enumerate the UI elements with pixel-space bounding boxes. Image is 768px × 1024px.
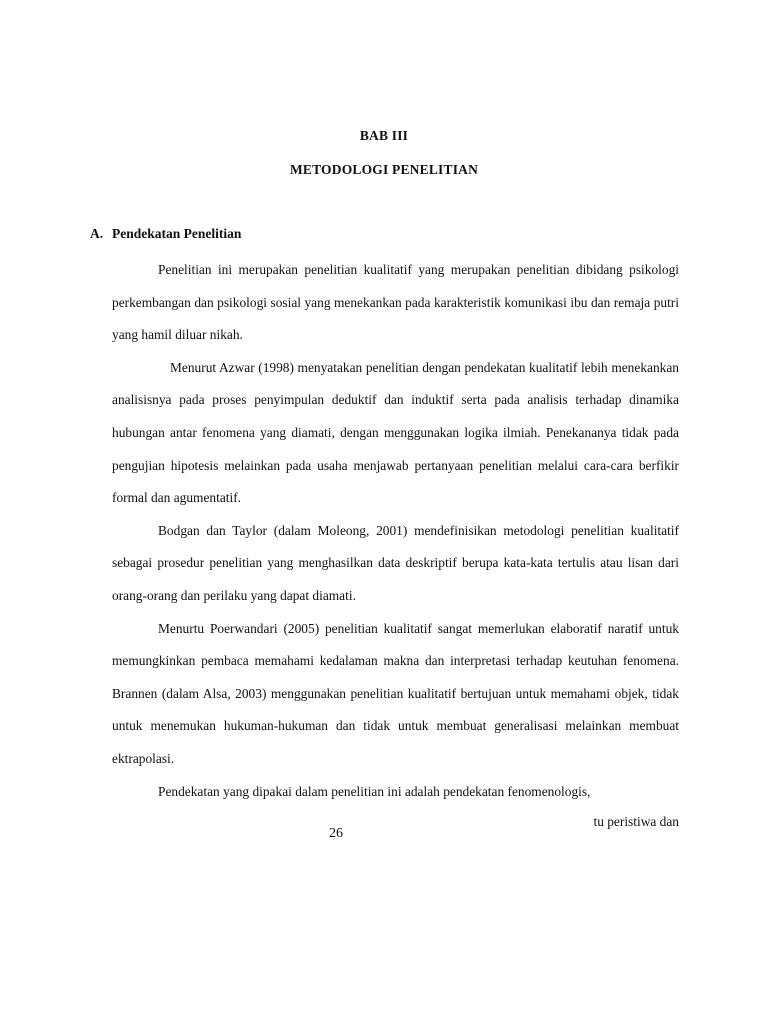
paragraph: Penelitian ini merupakan penelitian kualitatif yang merupakan penelitian dibidang psikologi perkembangan dan psikologi sosial yang menekankan pada karakteristik komunikasi ibu dan remaja putri yang hamil diluar nikah. (112, 262, 679, 343)
body-text (112, 254, 679, 808)
section-title: Pendekatan Penelitian (112, 226, 242, 241)
chapter-title: METODOLOGI PENELITIAN (289, 162, 479, 177)
paragraph: Menurut Azwar (1998) menyatakan penelitian dengan pendekatan kualitatif lebih menekankan analisisnya pada proses penyimpulan deduktif dan induktif serta pada analisis terhadap dinamika hubungan antar fenomena yang diamati, dengan menggunakan logika ilmiah. Penekananya tidak pada pengujian hipotesis melainkan pada usaha menjawab pertanyaan penelitian melalui cara-cara berfikir formal dan agumentatif. (112, 359, 679, 506)
paragraph: Menurtu Poerwandari (2005) penelitian kualitatif sangat memerlukan elaboratif naratif untuk memungkinkan pembaca memahami kedalaman makna dan interpretasi terhadap keutuhan fenomena. Brannen (dalam Alsa, 2003) menggunakan penelitian kualitatif bertujuan untuk memahami objek, tidak untuk menemukan hukuman-hukuman dan tidak untuk membuat generalisasi melainkan membuat ektrapolasi. (112, 620, 679, 766)
paragraph: Pendekatan yang dipakai dalam penelitian ini adalah pendekatan fenomenologis, (158, 783, 591, 799)
chapter-number: BAB III (359, 128, 409, 143)
paragraph: Bodgan dan Taylor (dalam Moleong, 2001) mendefinisikan metodologi penelitian kualitatif sebagai prosedur penelitian yang menghasilkan data deskriptif berupa kata-kata tertulis atau lisan dari orang-orang dan perilaku yang dapat diamati. (112, 522, 679, 603)
section-letter: A. (90, 226, 104, 241)
section-heading (90, 226, 241, 242)
page-number: 26 (329, 826, 343, 841)
truncated-line-tail: tu peristiwa dan (593, 814, 679, 829)
